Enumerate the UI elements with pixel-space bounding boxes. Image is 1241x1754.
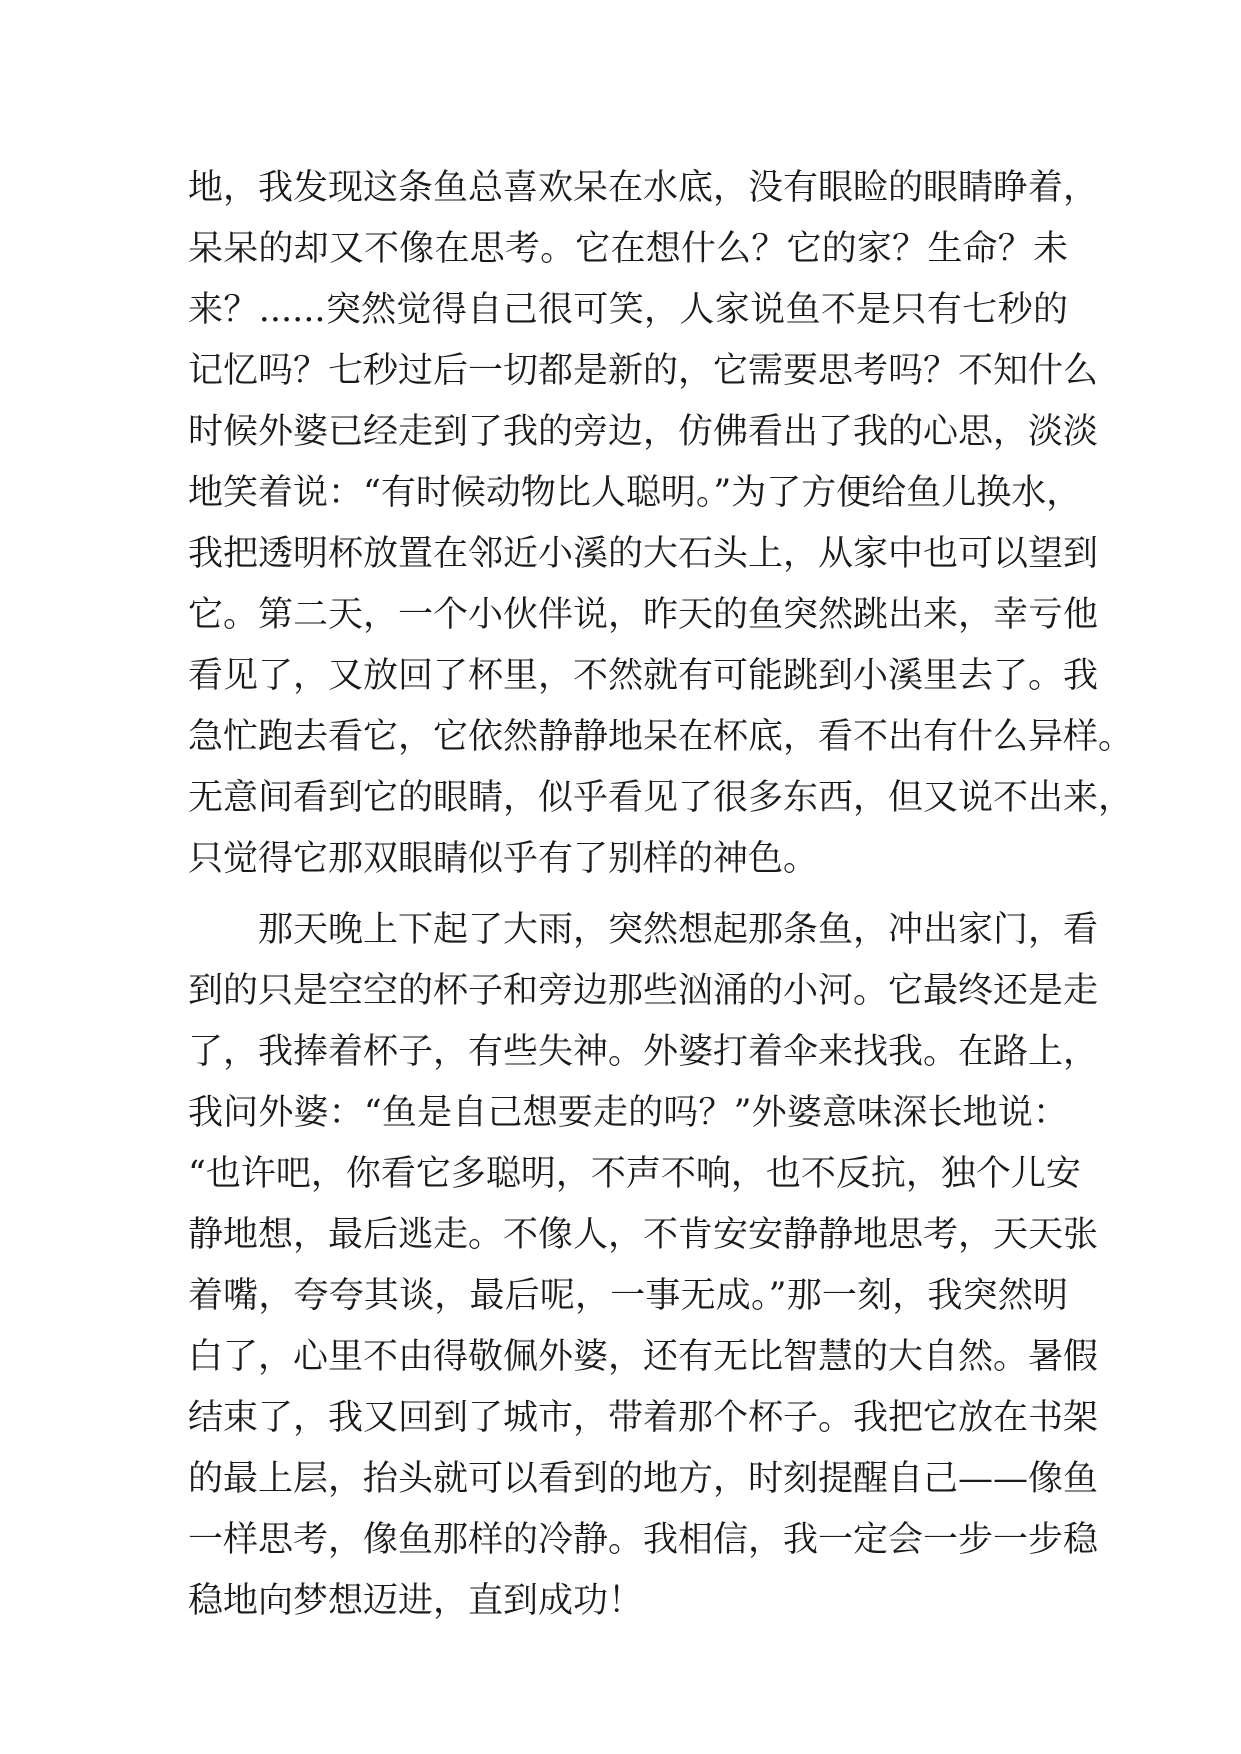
paragraph-gap	[188, 890, 1068, 900]
text-line: “也许吧，你看它多聪明，不声不响，也不反抗，独个儿安	[188, 1154, 1081, 1194]
text-line: 到的只是空空的杯子和旁边那些汹涌的小河。它最终还是走	[188, 971, 1099, 1011]
text-line: 急忙跑去看它，它依然静静地呆在杯底，看不出有什么异样。	[188, 717, 1134, 757]
text-line: 那天晚上下起了大雨，突然想起那条鱼，冲出家门，看	[258, 910, 1099, 950]
text-line: 静地想，最后逃走。不像人，不肯安安静静地思考，天天张	[188, 1215, 1099, 1255]
paragraph-2	[188, 900, 1099, 1632]
text-line: 地，我发现这条鱼总喜欢呆在水底，没有眼睑的眼睛睁着，	[188, 168, 1099, 208]
text-line: 只觉得它那双眼睛似乎有了别样的神色。	[188, 839, 819, 879]
body-text	[188, 158, 1134, 1632]
text-line: 我把透明杯放置在邻近小溪的大石头上，从家中也可以望到	[188, 534, 1099, 574]
text-line: 地笑着说：“有时候动物比人聪明。”为了方便给鱼儿换水，	[188, 473, 1082, 513]
text-line: 看见了，又放回了杯里，不然就有可能跳到小溪里去了。我	[188, 656, 1099, 696]
text-line: 着嘴，夸夸其谈，最后呢，一事无成。”那一刻，我突然明	[188, 1276, 1068, 1316]
text-line: 的最上层，抬头就可以看到的地方，时刻提醒自己——像鱼	[188, 1459, 1099, 1499]
paragraph-1	[188, 158, 1134, 890]
text-line: 了，我捧着杯子，有些失神。外婆打着伞来找我。在路上，	[188, 1032, 1099, 1072]
text-line: 结束了，我又回到了城市，带着那个杯子。我把它放在书架	[188, 1398, 1099, 1438]
text-line: 记忆吗？七秒过后一切都是新的，它需要思考吗？不知什么	[188, 351, 1099, 391]
text-line: 白了，心里不由得敬佩外婆，还有无比智慧的大自然。暑假	[188, 1337, 1099, 1377]
text-line: 呆呆的却又不像在思考。它在想什么？它的家？生命？未	[188, 229, 1068, 269]
text-line: 稳地向梦想迈进，直到成功！	[188, 1581, 644, 1621]
text-line: 我问外婆：“鱼是自己想要走的吗？”外婆意味深长地说：	[188, 1093, 1068, 1133]
text-line: 来？......突然觉得自己很可笑，人家说鱼不是只有七秒的	[188, 290, 1068, 330]
text-line: 一样思考，像鱼那样的冷静。我相信，我一定会一步一步稳	[188, 1520, 1099, 1560]
text-line: 时候外婆已经走到了我的旁边，仿佛看出了我的心思，淡淡	[188, 412, 1099, 452]
text-line: 无意间看到它的眼睛，似乎看见了很多东西，但又说不出来，	[188, 778, 1134, 818]
text-line: 它。第二天，一个小伙伴说，昨天的鱼突然跳出来，幸亏他	[188, 595, 1099, 635]
